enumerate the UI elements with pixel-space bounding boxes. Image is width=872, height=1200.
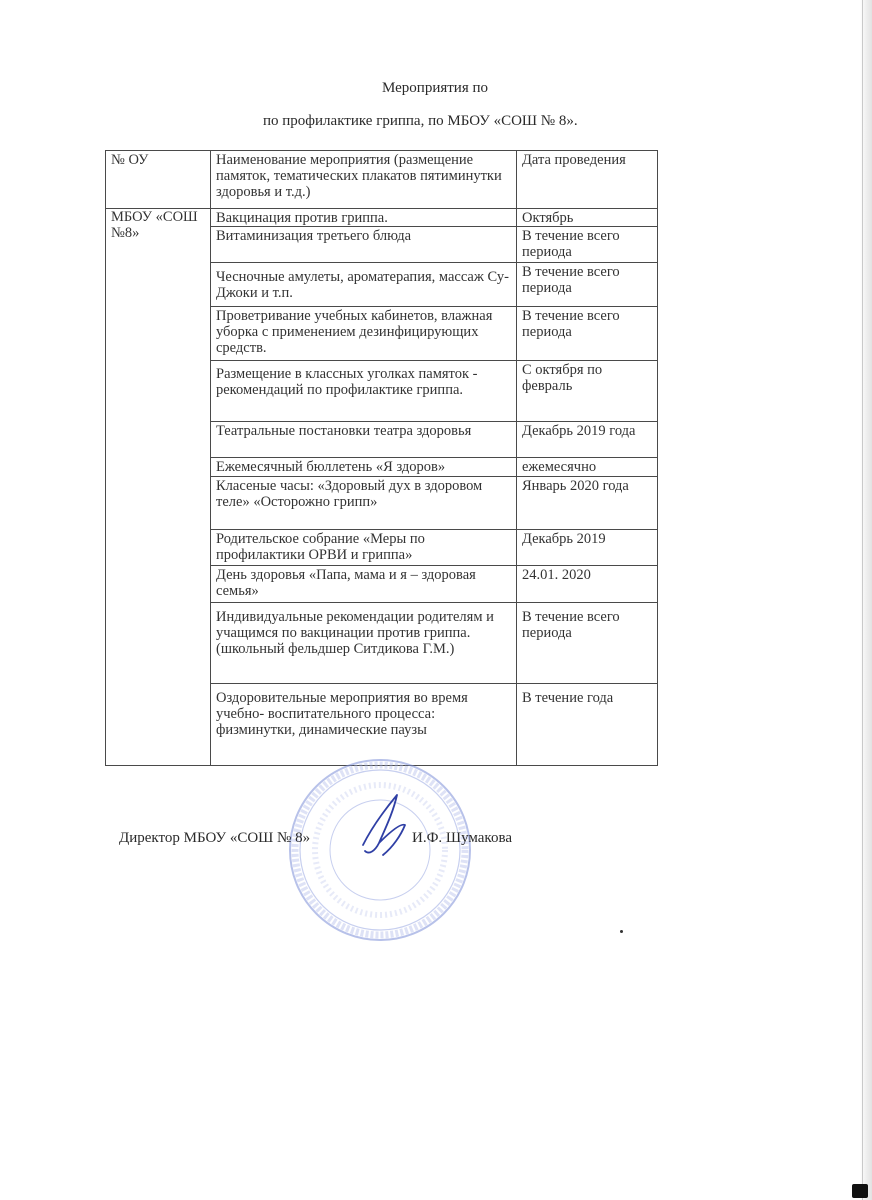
header-event-name: Наименование мероприятия (размещение памяток, тематических плакатов пятиминутки здоровья и т.д.) xyxy=(211,151,517,209)
scan-edge-line xyxy=(862,0,863,1200)
event-date-cell: 24.01. 2020 xyxy=(517,566,658,603)
event-date-cell: Январь 2020 года xyxy=(517,477,658,530)
event-date-cell: С октября по февраль xyxy=(517,361,658,422)
event-name-cell: Вакцинация против гриппа. xyxy=(211,209,517,227)
event-date-cell: В течение всего периода xyxy=(517,227,658,263)
event-date-cell: В течение всего периода xyxy=(517,307,658,361)
event-name-cell: Ежемесячный бюллетень «Я здоров» xyxy=(211,458,517,477)
event-name-cell: Размещение в классных уголках памяток - рекомендаций по профилактике гриппа. xyxy=(211,361,517,422)
event-name-cell: Театральные постановки театра здоровья xyxy=(211,422,517,458)
event-date-cell: В течение года xyxy=(517,684,658,766)
event-date-cell: Декабрь 2019 года xyxy=(517,422,658,458)
signature-name: И.Ф. Шумакова xyxy=(412,830,512,846)
header-ou: № ОУ xyxy=(106,151,211,209)
event-name-cell: День здоровья «Папа, мама и я – здоровая семья» xyxy=(211,566,517,603)
event-name-cell: Индивидуальные рекомендации родителям и учащимся по вакцинации против гриппа. (школьный фельдшер Ситдикова Г.М.) xyxy=(211,603,517,684)
events-table xyxy=(105,150,658,766)
event-name-cell: Класеные часы: «Здоровый дух в здоровом теле» «Осторожно грипп» xyxy=(211,477,517,530)
event-date-cell: Декабрь 2019 xyxy=(517,530,658,566)
event-name-cell: Витаминизация третьего блюда xyxy=(211,227,517,263)
event-date-cell: Октябрь xyxy=(517,209,658,227)
handwritten-signature xyxy=(335,785,445,865)
event-date-cell: ежемесячно xyxy=(517,458,658,477)
event-name-cell: Чесночные амулеты, ароматерапия, массаж Су- Джоки и т.п. xyxy=(211,263,517,307)
event-date-cell: В течение всего периода xyxy=(517,263,658,307)
event-name-cell: Проветривание учебных кабинетов, влажная уборка с применением дезинфицирующих средств. xyxy=(211,307,517,361)
ou-cell: МБОУ «СОШ №8» xyxy=(106,209,211,766)
event-name-cell: Родительское собрание «Меры по профилактики ОРВИ и гриппа» xyxy=(211,530,517,566)
header-date: Дата проведения xyxy=(517,151,658,209)
table-row xyxy=(106,209,658,227)
event-name-cell: Оздоровительные мероприятия во время учебно- воспитательного процесса: физминутки, динамические паузы xyxy=(211,684,517,766)
event-date-cell: В течение всего периода xyxy=(517,603,658,684)
scan-corner-mark xyxy=(852,1184,868,1198)
document-title-line-1: Мероприятия по xyxy=(382,80,489,96)
document-title-line-2: по профилактике гриппа, по МБОУ «СОШ № 8». xyxy=(263,113,578,129)
table-header-row xyxy=(106,151,658,209)
signature-position: Директор МБОУ «СОШ № 8» xyxy=(119,830,311,846)
scan-speck xyxy=(620,930,623,933)
